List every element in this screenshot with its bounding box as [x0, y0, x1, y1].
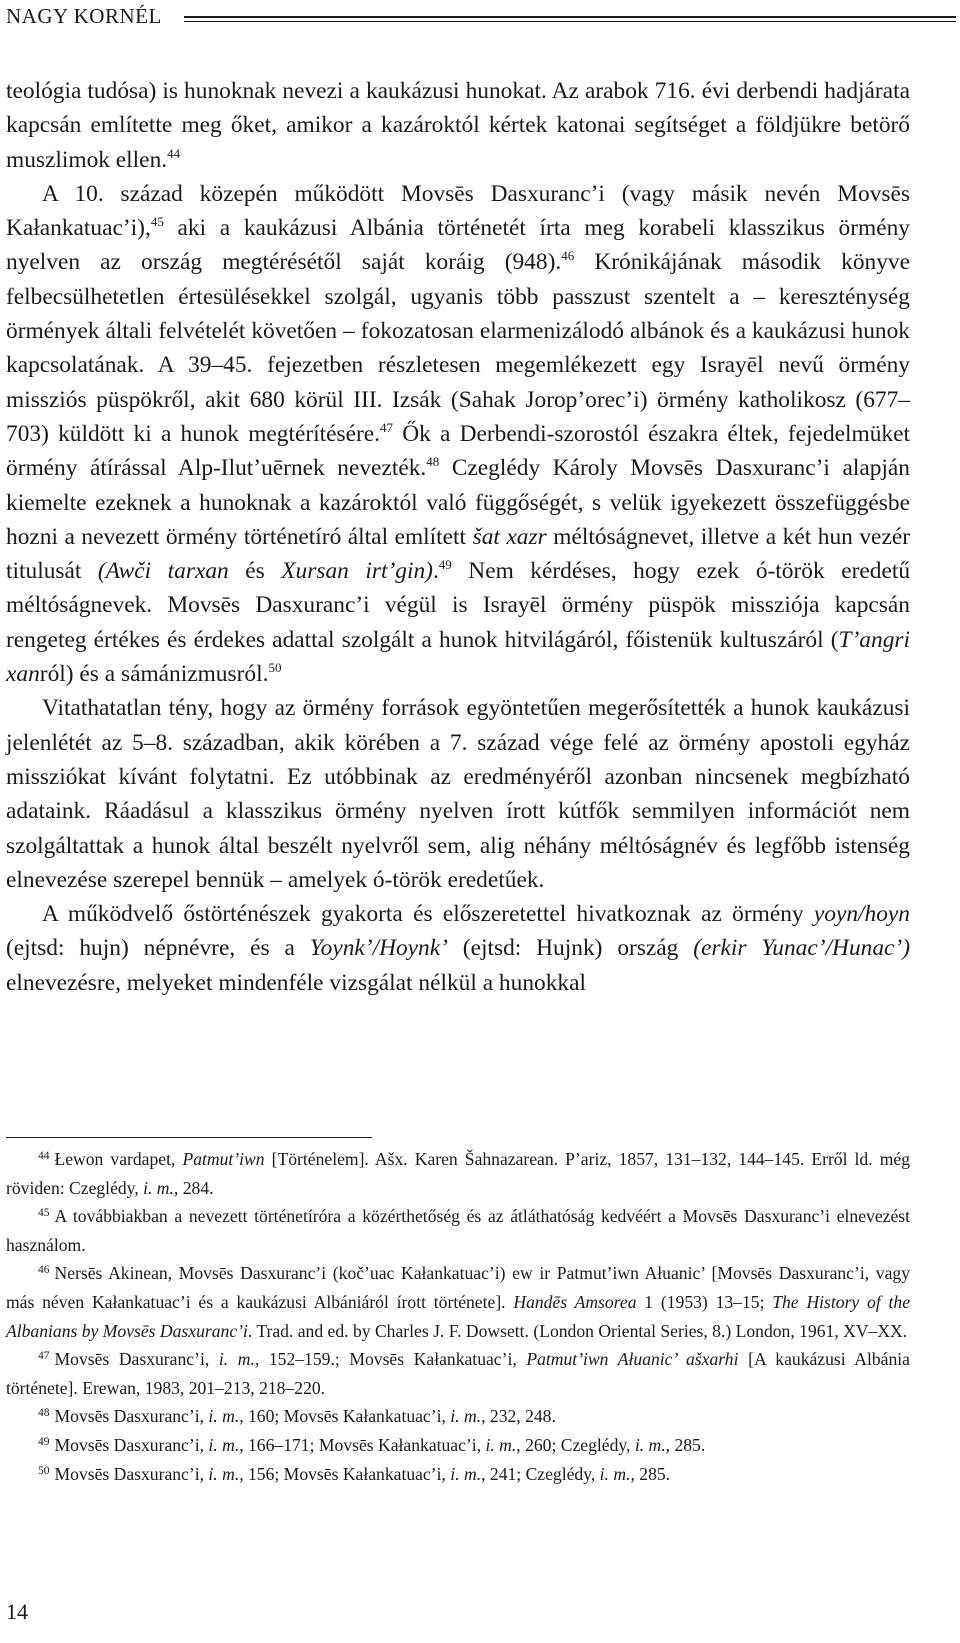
footnote-text: Movsēs Dasxuranc’i, i. m., 152–159.; Movsēs Kałankatuac’i, Patmut’iwn Ałuanic’ ašxarhi [A kaukázusi Albánia története]. Erewan, 1983, 201–213, 218–220.	[6, 1349, 910, 1398]
footnote-number: 46	[38, 1264, 50, 1277]
footnotes	[6, 1145, 910, 1488]
body-paragraph: Vitathatatlan tény, hogy az örmény források egyöntetűen megerősítették a hunok kaukázusi jelenlétét az 5–8. században, akik körében a 7. század vége felé az örmény apostoli egyház missziókat kívánt folytatni. Ez utóbbinak az eredményéről azonban nincsenek megbízható adataink. Ráadásul a klasszikus örmény nyelven írott kútfők semmilyen információt nem szolgáltattak a hunok által beszélt nyelvről sem, alig néhány méltóságnév és legfőbb istenség elnevezése szerepel bennük – amelyek ó-török eredetűek.	[6, 695, 910, 893]
footnote-number: 49	[38, 1435, 50, 1448]
footnote	[6, 1259, 910, 1345]
footnote-number: 44	[38, 1150, 50, 1162]
page-header	[6, 2, 956, 32]
footnote-text: Movsēs Dasxuranc’i, i. m., 160; Movsēs Kałankatuac’i, i. m., 232, 248.	[54, 1406, 556, 1427]
main-text	[6, 74, 910, 1000]
footnote-text: Łewon vardapet, Patmut’iwn [Történelem]. Ašx. Karen Šahnazarean. P’ariz, 1857, 131–132, 144–145. Erről ld. még röviden: Czeglédy, i. m., 284.	[6, 1149, 910, 1198]
footnote	[6, 1145, 910, 1202]
footnote-separator	[6, 1137, 372, 1138]
body-paragraph: A 10. század közepén működött Movsēs Dasxuranc’i (vagy másik nevén Movsēs Kałankatuac’i),$^{45}$ aki a kaukázusi Albánia történetét írta meg korabeli klasszikus örmény nyelven az ország megtérésétől saját koráig (948).$^{46}$ Krónikájának második könyve felbecsülhetetlen értesülésekkel szolgál, ugyanis több passzust szentelt a – kereszténység örmények általi felvételét követően – fokozatosan elarmenizálodó albánok és a kaukázusi hunok kapcsolatának. A 39–45. fejezetben részletesen megemlékezett egy Israyēl nevű örmény missziós püspökről, akit 680 körül III. Izsák (Sahak Jorop’orec’i) örmény katholikosz (677–703) küldött ki a hunok megtérítésére.$^{47}$ Ők a Derbendi-szorostól északra éltek, fejedelmüket örmény átírással Alp-Ilut’uērnek nevezték.$^{48}$ Czeglédy Károly Movsēs Dasxuranc’i alapján kiemelte ezeknek a hunoknak a kazároktól való függőségét, s velük igyekezett összefüggésbe hozni a nevezett örmény történetíró által említett šat xazr méltóságnevet, illetve a két hun vezér titulusát (Awči tarxan és Xursan irt’gin).$^{49}$ Nem kérdéses, hogy ezek ó-török eredetű méltóságnevek. Movsēs Dasxuranc’i végül is Israyēl örmény püspök missziója kapcsán rengeteg értékes és érdekes adattal szolgált a hunok hitvilágáról, főistenük kultuszáról (T’angri xanról) és a sámánizmusról.$^{50}$	[6, 180, 911, 688]
footnote-number: 50	[38, 1464, 50, 1477]
footnote-text: A továbbiakban a nevezett történetíróra a közérthetőség és az átláthatóság kedvéért a Movsēs Dasxuranc’i elnevezést használom.	[6, 1206, 910, 1255]
footnote-text: Nersēs Akinean, Movsēs Dasxuranc’i (koč’uac Kałankatuac’i) ew ir Patmut’iwn Ałuanic’ [Movsēs Dasxuranc’i, vagy más néven Kałankatuac’i és a kaukázusi Albániáról írott története]. Handēs Amsorea 1 (1953) 13–15; The History of the Albanians by Movsēs Dasxuranc’i. Trad. and ed. by Charles J. F. Dowsett. (London Oriental Series, 8.) London, 1961, XV–XX.	[6, 1263, 911, 1341]
footnote	[6, 1345, 910, 1402]
footnote-number: 48	[38, 1407, 50, 1420]
footnote	[6, 1431, 910, 1460]
footnote	[6, 1202, 910, 1259]
page-number: 14	[6, 1599, 28, 1624]
footnote	[6, 1460, 910, 1489]
body-paragraph: teológia tudósa) is hunoknak nevezi a kaukázusi hunokat. Az arabok 716. évi derbendi hadjárata kapcsán említette meg őket, amikor a kazároktól kértek katonai segítséget a földjükre betörő muszlimok ellen.$^{44}$	[6, 78, 910, 173]
header-rule	[184, 16, 956, 22]
running-head: NAGY KORNÉL	[6, 4, 162, 28]
footnote-text: Movsēs Dasxuranc’i, i. m., 156; Movsēs Kałankatuac’i, i. m., 241; Czeglédy, i. m., 285.	[54, 1463, 671, 1484]
footnote-number: 47	[38, 1350, 50, 1363]
body-paragraph: A működvelő őstörténészek gyakorta és előszeretettel hivatkoznak az örmény yoyn/hoyn (ejtsd: hujn) népnévre, és a Yoynk’/Hoynk’ (ejtsd: Hujnk) ország (erkir Yunac’/Hunac’) elnevezésre, melyeket mindenféle vizsgálat nélkül a hunokkal	[6, 901, 910, 996]
footnote-text: Movsēs Dasxuranc’i, i. m., 166–171; Movsēs Kałankatuac’i, i. m., 260; Czeglédy, i. m., 285.	[54, 1434, 706, 1455]
footnote	[6, 1402, 910, 1431]
footnote-number: 45	[38, 1207, 50, 1220]
